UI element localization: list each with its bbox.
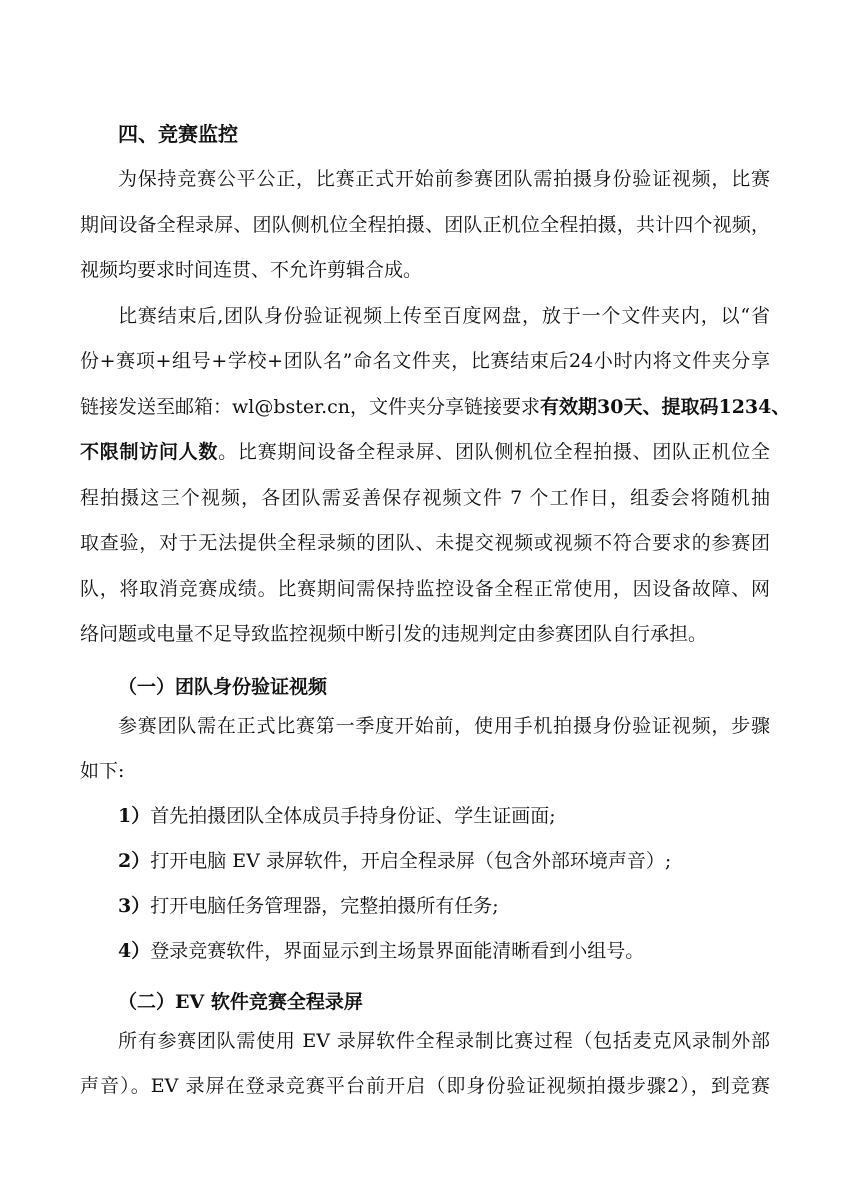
list-item bbox=[118, 897, 499, 916]
step-text: 登录竞赛软件，界面显示到主场景界面能清晰看到小组号。 bbox=[150, 940, 645, 962]
paragraph-line: 如下: bbox=[80, 760, 125, 782]
step-number: 3） bbox=[118, 895, 151, 917]
step-number: 2） bbox=[118, 850, 151, 872]
paragraph-line: 参赛团队需在正式比赛第一季度开始前，使用手机拍摄身份验证视频，步骤 bbox=[118, 715, 770, 737]
emphasis-text: 有效期30天、提取码1234、 bbox=[540, 396, 791, 418]
step-text: 打开电脑任务管理器，完整拍摄所有任务; bbox=[150, 895, 499, 917]
list-item bbox=[118, 942, 644, 961]
paragraph-text: 。比赛期间设备全程录屏、团队侧机位全程拍摄、团队正机位全 bbox=[218, 441, 770, 463]
subsection-heading: （一）团队身份验证视频 bbox=[118, 676, 328, 698]
paragraph-line: 所有参赛团队需使用 EV 录屏软件全程录制比赛过程（包括麦克风录制外部 bbox=[118, 1030, 770, 1052]
paragraph-line: 声音）。EV 录屏在登录竞赛平台前开启（即身份验证视频拍摄步骤2），到竞赛 bbox=[80, 1075, 770, 1097]
step-text: 打开电脑 EV 录屏软件，开启全程录屏（包含外部环境声音）; bbox=[150, 850, 672, 872]
step-text: 首先拍摄团队全体成员手持身份证、学生证画面; bbox=[150, 805, 556, 827]
paragraph-line: 视频均要求时间连贯、不允许剪辑合成。 bbox=[80, 259, 423, 281]
paragraph-line bbox=[80, 396, 791, 418]
paragraph-line bbox=[80, 443, 770, 462]
paragraph-line: 份+赛项+组号+学校+团队名”命名文件夹，比赛结束后24小时内将文件夹分享 bbox=[80, 350, 770, 372]
paragraph-text: 链接发送至邮箱：wl@bster.cn，文件夹分享链接要求 bbox=[80, 396, 541, 418]
paragraph-line: 为保持竞赛公平公正，比赛正式开始前参赛团队需拍摄身份验证视频，比赛 bbox=[118, 168, 770, 190]
step-number: 4） bbox=[118, 940, 151, 962]
paragraph-line: 络问题或电量不足导致监控视频中断引发的违规判定由参赛团队自行承担。 bbox=[80, 623, 708, 645]
paragraph-line: 队，将取消竞赛成绩。比赛期间需保持监控设备全程正常使用，因设备故障、网 bbox=[80, 578, 770, 600]
step-number: 1） bbox=[118, 805, 151, 827]
list-item bbox=[118, 852, 671, 871]
paragraph-line: 程拍摄这三个视频，各团队需妥善保存视频文件 7 个工作日，组委会将随机抽 bbox=[80, 487, 770, 509]
paragraph-line: 取查验，对于无法提供全程录频的团队、未提交视频或视频不符合要求的参赛团 bbox=[80, 532, 770, 554]
subsection-heading: （二）EV 软件竞赛全程录屏 bbox=[118, 991, 363, 1013]
paragraph-line: 期间设备全程录屏、团队侧机位全程拍摄、团队正机位全程拍摄，共计四个视频， bbox=[80, 214, 770, 236]
paragraph-line: 比赛结束后,团队身份验证视频上传至百度网盘，放于一个文件夹内，以“省 bbox=[118, 305, 770, 327]
list-item bbox=[118, 807, 556, 826]
emphasis-text: 不限制访问人数 bbox=[80, 441, 219, 463]
section-heading: 四、竞赛监控 bbox=[118, 122, 238, 146]
